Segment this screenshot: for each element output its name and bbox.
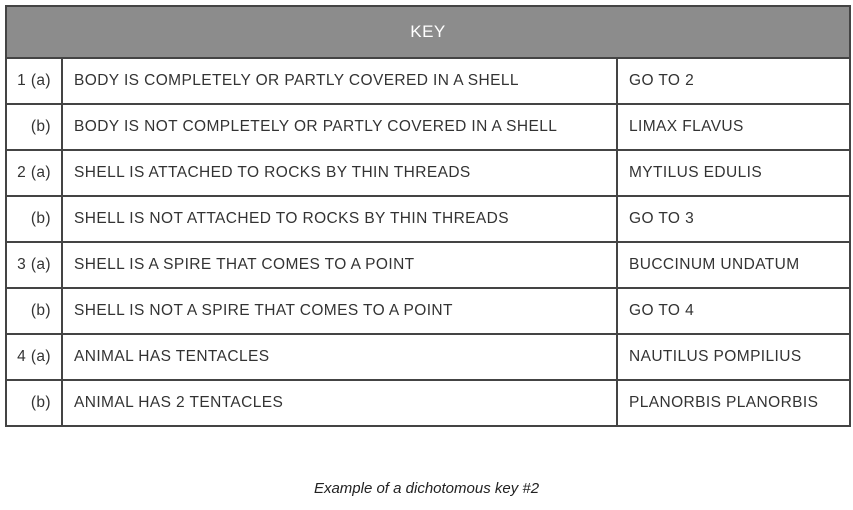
- figure-caption: Example of a dichotomous key #2: [313, 480, 540, 497]
- key-row: [6, 196, 850, 242]
- key-description: BODY IS COMPLETELY OR PARTLY COVERED IN A SHELL: [62, 58, 617, 104]
- key-description: ANIMAL HAS TENTACLES: [62, 334, 617, 380]
- key-step: 1 (a): [6, 58, 62, 104]
- key-step: 4 (a): [6, 334, 62, 380]
- key-result: NAUTILUS POMPILIUS: [617, 334, 850, 380]
- dichotomous-key-table: [5, 5, 851, 427]
- key-step: 2 (a): [6, 150, 62, 196]
- key-result: GO TO 2: [617, 58, 850, 104]
- key-result: GO TO 3: [617, 196, 850, 242]
- key-description: SHELL IS NOT ATTACHED TO ROCKS BY THIN THREADS: [62, 196, 617, 242]
- key-step: 3 (a): [6, 242, 62, 288]
- key-description: SHELL IS ATTACHED TO ROCKS BY THIN THREADS: [62, 150, 617, 196]
- key-row: [6, 58, 850, 104]
- key-row: [6, 380, 850, 426]
- key-result: LIMAX FLAVUS: [617, 104, 850, 150]
- key-result: PLANORBIS PLANORBIS: [617, 380, 850, 426]
- key-row: [6, 242, 850, 288]
- key-header-row: [6, 6, 850, 58]
- key-description: SHELL IS A SPIRE THAT COMES TO A POINT: [62, 242, 617, 288]
- key-step: (b): [6, 288, 62, 334]
- key-row: [6, 334, 850, 380]
- key-step: (b): [6, 380, 62, 426]
- key-result: GO TO 4: [617, 288, 850, 334]
- key-result: BUCCINUM UNDATUM: [617, 242, 850, 288]
- key-description: ANIMAL HAS 2 TENTACLES: [62, 380, 617, 426]
- key-row: [6, 104, 850, 150]
- key-step: (b): [6, 104, 62, 150]
- key-description: SHELL IS NOT A SPIRE THAT COMES TO A POINT: [62, 288, 617, 334]
- key-description: BODY IS NOT COMPLETELY OR PARTLY COVERED IN A SHELL: [62, 104, 617, 150]
- key-result: MYTILUS EDULIS: [617, 150, 850, 196]
- key-row: [6, 288, 850, 334]
- key-step: (b): [6, 196, 62, 242]
- key-row: [6, 150, 850, 196]
- key-header: KEY: [6, 6, 850, 58]
